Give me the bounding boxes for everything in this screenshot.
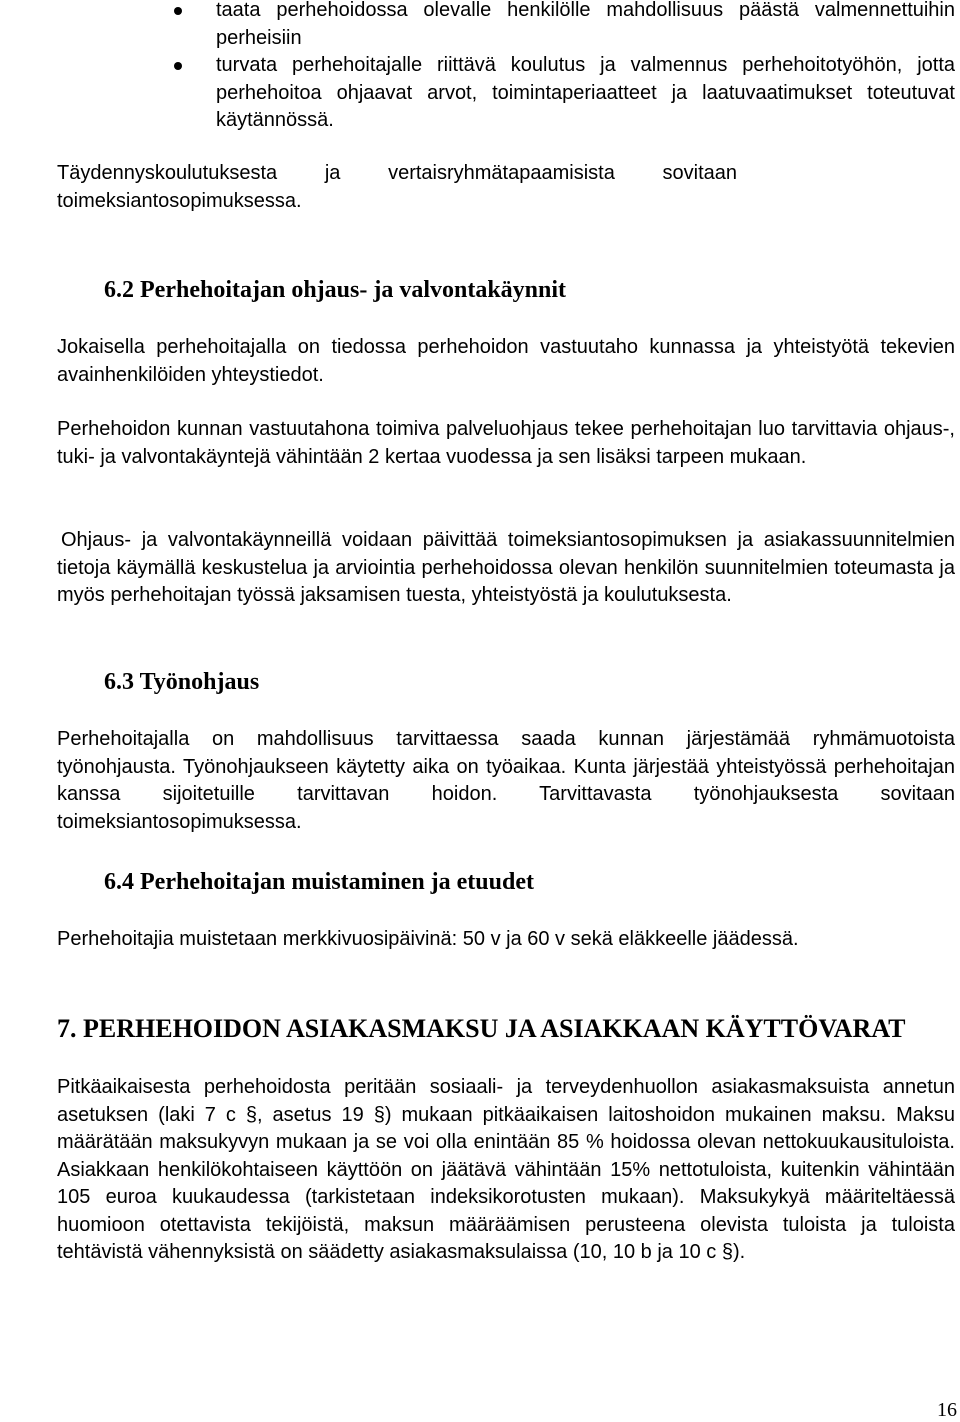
bullet-item: turvata perhehoitajalle riittävä koulutus ja valmennus perhehoitotyöhön, jotta perhehoitoa ohjaavat arvot, toimintaperiaatteet ja laatuvaatimukset toteutuvat käytännössä.: [216, 54, 955, 131]
section-heading-6-2: 6.2 Perhehoitajan ohjaus- ja valvontakäynnit: [104, 277, 567, 303]
bullet-marker: [174, 62, 182, 70]
bullet-item: taata perhehoidossa olevalle henkilölle mahdollisuus päästä valmennettuihin perheisiin: [216, 0, 955, 49]
paragraph: Jokaisella perhehoitajalla on tiedossa perhehoidon vastuutaho kunnassa ja yhteistyötä tekevien avainhenkilöiden yhteystiedot.: [57, 336, 955, 386]
page-number: 16: [937, 1399, 957, 1421]
paragraph: Perhehoidon kunnan vastuutahona toimiva palveluohjaus tekee perhehoitajan luo tarvittavia ohjaus-, tuki- ja valvontakäyntejä vähintään 2 kertaa vuodessa ja sen lisäksi tarpeen mukaan.: [57, 418, 955, 468]
paragraph: Pitkäaikaisesta perhehoidosta peritään sosiaali- ja terveydenhuollon asiakasmaksuista annetun asetuksen (laki 7 c §, asetus 19 §) mukaan pitkäaikaisen laitoshoidon mukainen maksu. Maksu määrätään maksukyvyn mukaan ja se voi olla enintään 85 % hoidossa olevan nettokuukausituloista. Asiakkaan henkilökohtaiseen käyttöön on jäätävä vähintään 15% nettotuloista, kuitenkin vähintään 105 euroa kuukaudessa (tarkistetaan indeksikorotusten mukaan). Maksukykyä määriteltäessä huomioon otettavista tekijöistä, maksun määräämisen perusteena olevista tuloista ja tuloista tehtävistä vähennyksistä on säädetty asiakasmaksulaissa (10, 10 b ja 10 c §).: [57, 1076, 955, 1263]
paragraph: Perhehoitajalla on mahdollisuus tarvittaessa saada kunnan järjestämää ryhmämuotoista työnohjausta. Työnohjaukseen käytetty aika on työaikaa. Kunta järjestää yhteistyössä perhehoitajan kanssa sijoitetuille tarvittavan hoidon. Tarvittavasta työnohjauksesta sovitaan toimeksiantosopimuksessa.: [57, 728, 955, 833]
paragraph: Ohjaus- ja valvontakäynneillä voidaan päivittää toimeksiantosopimuksen ja asiakassuunnitelmien tietoja käymällä keskustelua ja arviointia perhehoidossa olevan henkilön suunnitelmien toteumasta ja myös perhehoitajan työssä jaksamisen tuesta, yhteistyöstä ja koulutuksesta.: [57, 529, 955, 606]
bullet-marker: [174, 7, 182, 15]
section-heading-6-3: 6.3 Työnohjaus: [104, 669, 260, 695]
section-heading-6-4: 6.4 Perhehoitajan muistaminen ja etuudet: [104, 869, 534, 895]
paragraph: Perhehoitajia muistetaan merkkivuosipäivinä: 50 v ja 60 v sekä eläkkeelle jäädessä.: [57, 928, 799, 950]
intro-paragraph: Täydennyskoulutuksesta ja vertaisryhmätapaamisista sovitaan toimeksiantosopimuksessa.: [57, 162, 737, 212]
chapter-heading-7: 7. PERHEHOIDON ASIAKASMAKSU JA ASIAKKAAN KÄYTTÖVARAT: [57, 1014, 906, 1043]
